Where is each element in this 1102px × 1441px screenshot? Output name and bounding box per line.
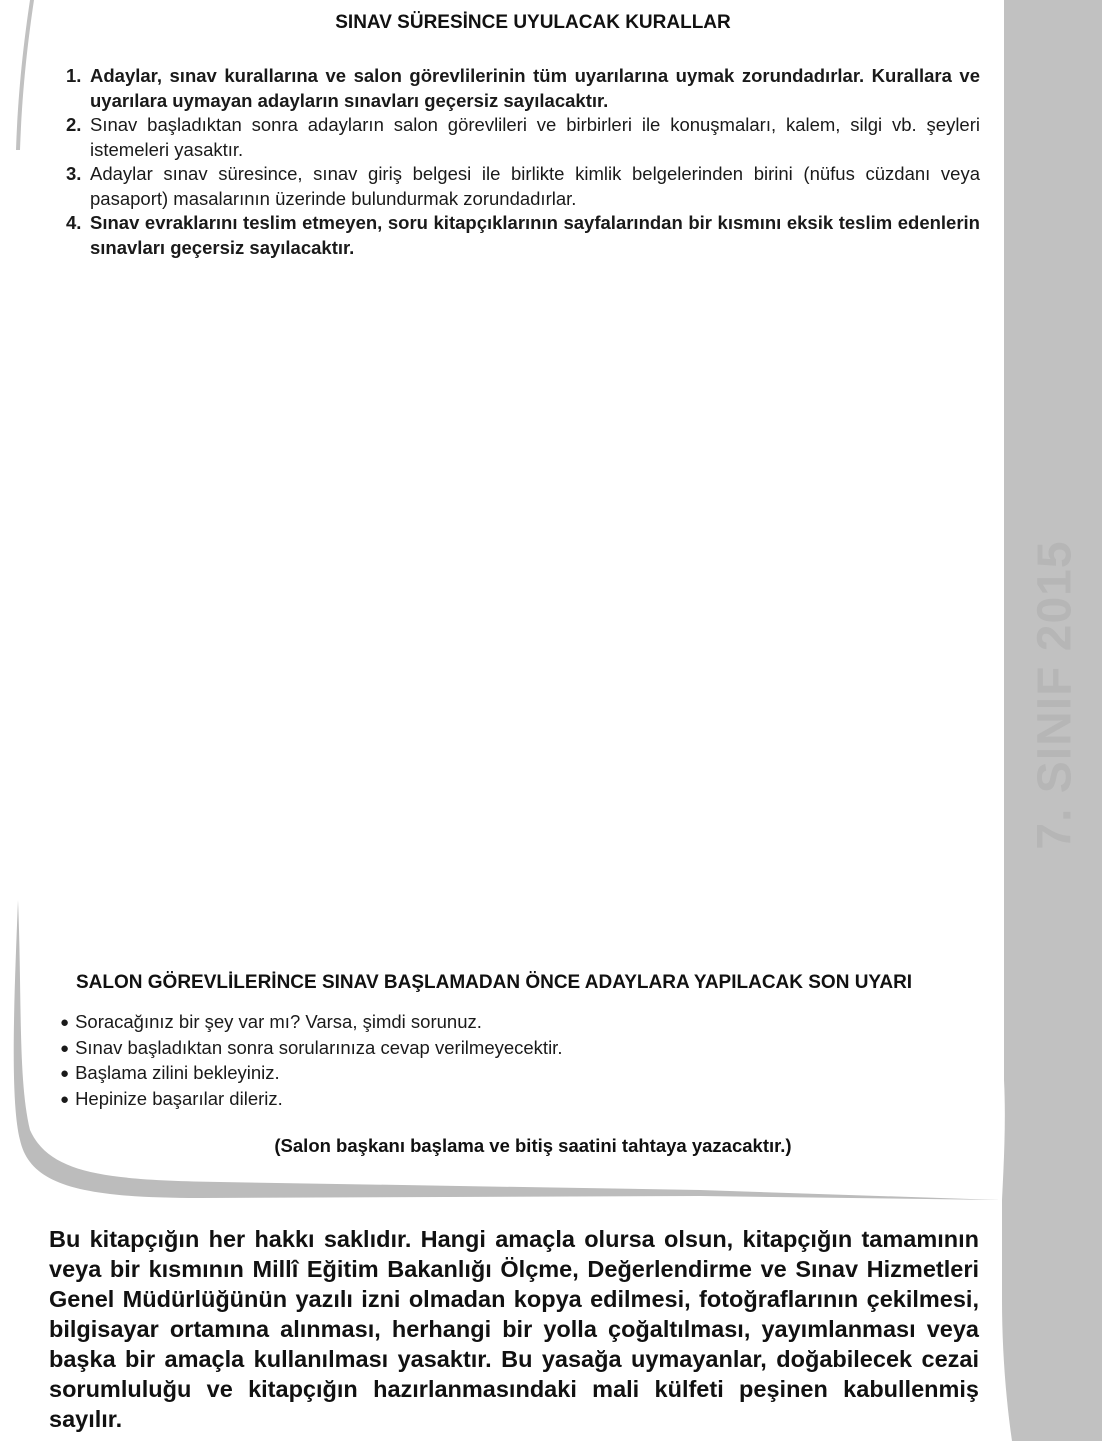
warning-text: Hepinize başarılar dileriz. <box>75 1087 283 1109</box>
warning-text: Sınav başladıktan sonra sorularınıza cevap verilmeyecektir. <box>75 1036 563 1058</box>
side-label-grade-year: 7. SINIF 2015 <box>1028 540 1082 850</box>
rule-number: 3. <box>66 163 82 184</box>
rule-text: Sınav evraklarını teslim etmeyen, soru kitapçıklarının sayfalarından bir kısmını eksik teslim edenlerin sınavları geçersiz sayılacaktır. <box>90 212 980 258</box>
warning-item <box>60 1061 562 1087</box>
rule-number: 1. <box>66 65 82 86</box>
copyright-notice: Bu kitapçığın her hakkı saklıdır. Hangi amaçla olursa olsun, kitapçığın tamamının veya bir kısmının Millî Eğitim Bakanlığı Ölçme, Değerlendirme ve Sınav Hizmetleri Genel Müdürlüğünün yazılı izni olmadan kopya edilmesi, fotoğraflarının çekilmesi, bilgisayar ortamına alınması, herhangi bir yolla çoğaltılması, yayımlanması veya başka bir amaçla kullanılması yasaktır. Bu yasağa uymayanlar, doğabilecek cezai sorumluluğu ve kitapçığın hazırlanmasındaki mali külfeti peşinen kabullenmiş sayılır. <box>49 1226 979 1432</box>
rule-item <box>60 211 980 260</box>
bullet-icon: ● <box>60 1065 70 1082</box>
rule-item <box>60 162 980 211</box>
bullet-icon: ● <box>60 1039 70 1057</box>
rule-text: Sınav başladıktan sonra adayların salon görevlileri ve birbirleri ile konuşmaları, kalem, silgi vb. şeyleri istemeleri yasaktır. <box>90 114 980 160</box>
bullet-icon: ● <box>60 1090 70 1108</box>
rule-number: 4. <box>66 212 82 233</box>
warning-item <box>60 1087 562 1113</box>
rule-item <box>60 113 980 162</box>
warning-title: SALON GÖREVLİLERİNCE SINAV BAŞLAMADAN ÖNCE ADAYLARA YAPILACAK SON UYARI <box>76 972 913 993</box>
warning-item <box>60 1036 562 1062</box>
warning-item <box>60 1010 562 1036</box>
bullet-icon: ● <box>60 1014 70 1031</box>
rule-number: 2. <box>66 114 82 135</box>
rules-title: SINAV SÜRESİNCE UYULACAK KURALLAR <box>335 12 731 33</box>
warning-list <box>60 1010 562 1112</box>
rule-text: Adaylar sınav süresince, sınav giriş belgesi ile birlikte kimlik belgelerinden birini (nüfus cüzdanı veya pasaport) masalarının üzerinde bulundurmak zorundadırlar. <box>90 163 980 209</box>
rule-text: Adaylar, sınav kurallarına ve salon görevlilerinin tüm uyarılarına uymak zorundadırlar. Kurallara ve uyarılara uymayan adayların sınavları geçersiz sayılacaktır. <box>90 65 980 111</box>
salon-note: (Salon başkanı başlama ve bitiş saatini tahtaya yazacaktır.) <box>274 1135 792 1156</box>
rule-item <box>60 64 980 113</box>
warning-text: Soracağınız bir şey var mı? Varsa, şimdi sorunuz. <box>75 1011 482 1032</box>
rules-list <box>60 64 980 260</box>
warning-text: Başlama zilini bekleyiniz. <box>75 1062 280 1083</box>
